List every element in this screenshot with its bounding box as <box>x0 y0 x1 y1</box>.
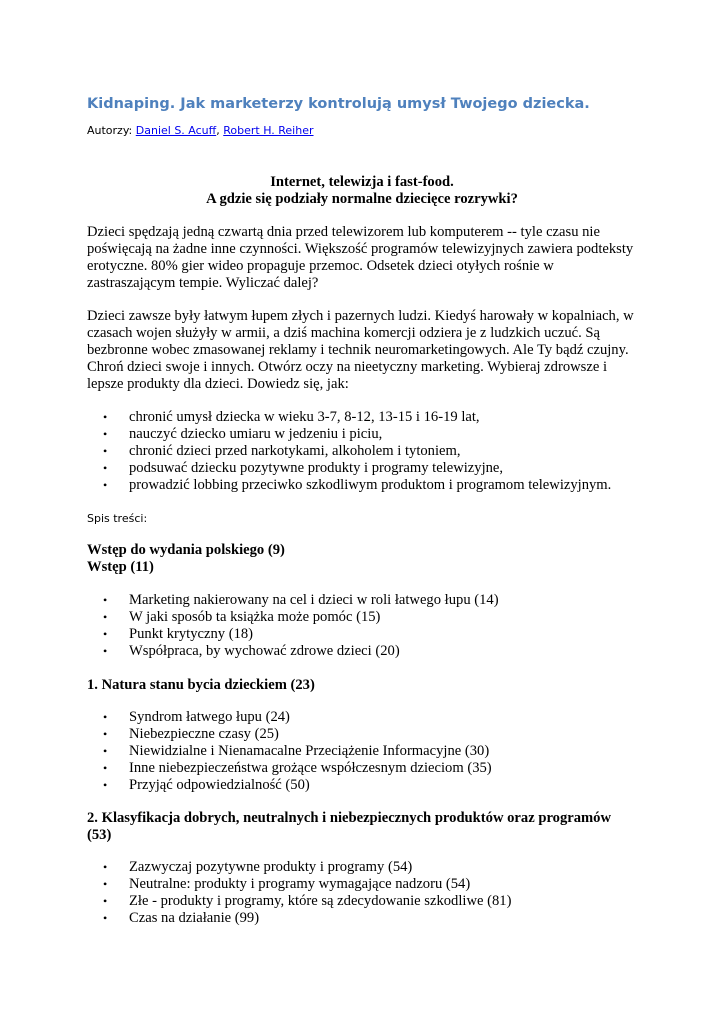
list-item: • chronić dzieci przed narkotykami, alkoholem i tytoniem, <box>103 443 461 459</box>
bullet-icon: • <box>103 427 108 441</box>
bullet-icon: • <box>103 610 108 624</box>
author-link-acuff[interactable]: Daniel S. Acuff <box>135 124 217 137</box>
toc-heading-intro: Wstęp (11) <box>87 559 154 575</box>
list-item: • Niebezpieczne czasy (25) <box>103 726 279 742</box>
benefits-list <box>87 409 647 494</box>
bullet-icon: • <box>103 727 108 741</box>
list-item: • W jaki sposób ta książka może pomóc (15) <box>103 609 381 625</box>
section-heading <box>87 174 637 208</box>
bullet-icon: • <box>103 710 108 724</box>
list-item: • Syndrom łatwego łupu (24) <box>103 709 290 725</box>
bullet-icon: • <box>103 761 108 775</box>
description-paragraph: Dzieci zawsze były łatwym łupem złych i pazernych ludzi. Kiedyś harowały w kopalniach, w czasach wojen służyły w armii, a dziś machina komercji odziera je z ludzkich uczuć. Są bezbronne wobec zmasowanej reklamy i technik neuromarketingowych. Ale Ty bądź czujny. Chroń dzieci swoje i innych. Otwórz oczy na nieetyczny marketing. Wybieraj zdrowsze i lepsze produkty dla dzieci. Dowiedz się, jak: <box>87 308 634 392</box>
toc-heading-chapter-1: 1. Natura stanu bycia dzieckiem (23) <box>87 677 315 693</box>
section-heading-line1: Internet, telewizja i fast-food. <box>270 174 454 190</box>
list-item: • nauczyć dziecko umiaru w jedzeniu i piciu, <box>103 426 383 442</box>
list-item: • Przyjąć odpowiedzialność (50) <box>103 777 310 793</box>
list-item: • prowadzić lobbing przeciwko szkodliwym produktom i programom telewizyjnym. <box>103 477 612 493</box>
toc-label: Spis treści: <box>87 512 148 525</box>
bullet-icon: • <box>103 894 108 908</box>
list-item: • Czas na działanie (99) <box>103 910 260 926</box>
list-item: • podsuwać dziecku pozytywne produkty i programy telewizyjne, <box>103 460 504 476</box>
list-item: • Neutralne: produkty i programy wymagające nadzoru (54) <box>103 876 471 892</box>
bullet-icon: • <box>103 911 108 925</box>
section-heading-line2: A gdzie się podziały normalne dziecięce rozrywki? <box>206 191 518 207</box>
list-item: • chronić umysł dziecka w wieku 3-7, 8-12, 13-15 i 16-19 lat, <box>103 409 480 425</box>
toc-intro-list <box>87 592 647 660</box>
toc-heading-chapter-2: 2. Klasyfikacja dobrych, neutralnych i niebezpiecznych produktów oraz programów (53) <box>87 810 612 843</box>
author-link-reiher[interactable]: Robert H. Reiher <box>223 124 314 137</box>
bullet-icon: • <box>103 860 108 874</box>
authors-line <box>87 124 314 137</box>
bullet-icon: • <box>103 877 108 891</box>
list-item: • Zazwyczaj pozytywne produkty i programy (54) <box>103 859 413 875</box>
bullet-icon: • <box>103 778 108 792</box>
bullet-icon: • <box>103 627 108 641</box>
bullet-icon: • <box>103 444 108 458</box>
list-item: • Punkt krytyczny (18) <box>103 626 254 642</box>
authors-separator: , <box>216 124 220 137</box>
toc-chapter-1-list <box>87 709 647 794</box>
list-item: • Złe - produkty i programy, które są zdecydowanie szkodliwe (81) <box>103 893 512 909</box>
list-item: • Współpraca, by wychować zdrowe dzieci (20) <box>103 643 400 659</box>
toc-chapter-2-list <box>87 859 647 927</box>
list-item: • Niewidzialne i Nienamacalne Przeciążenie Informacyjne (30) <box>103 743 490 759</box>
list-item: • Inne niebezpieczeństwa grożące współczesnym dzieciom (35) <box>103 760 492 776</box>
bullet-icon: • <box>103 461 108 475</box>
toc-heading-foreword: Wstęp do wydania polskiego (9) <box>87 542 285 558</box>
bullet-icon: • <box>103 478 108 492</box>
document-title: Kidnaping. Jak marketerzy kontrolują umysł Twojego dziecka. <box>87 96 590 112</box>
bullet-icon: • <box>103 593 108 607</box>
bullet-icon: • <box>103 744 108 758</box>
list-item: • Marketing nakierowany na cel i dzieci w roli łatwego łupu (14) <box>103 592 499 608</box>
bullet-icon: • <box>103 644 108 658</box>
authors-label: Autorzy: <box>87 124 133 137</box>
intro-paragraph: Dzieci spędzają jedną czwartą dnia przed telewizorem lub komputerem -- tyle czasu nie poświęcają na żadne inne czynności. Większość programów telewizyjnych zawiera podteksty erotyczne. 80% gier wideo propaguje przemoc. Odsetek dzieci otyłych rośnie w zastraszającym tempie. Wyliczać dalej? <box>87 224 634 291</box>
bullet-icon: • <box>103 410 108 424</box>
